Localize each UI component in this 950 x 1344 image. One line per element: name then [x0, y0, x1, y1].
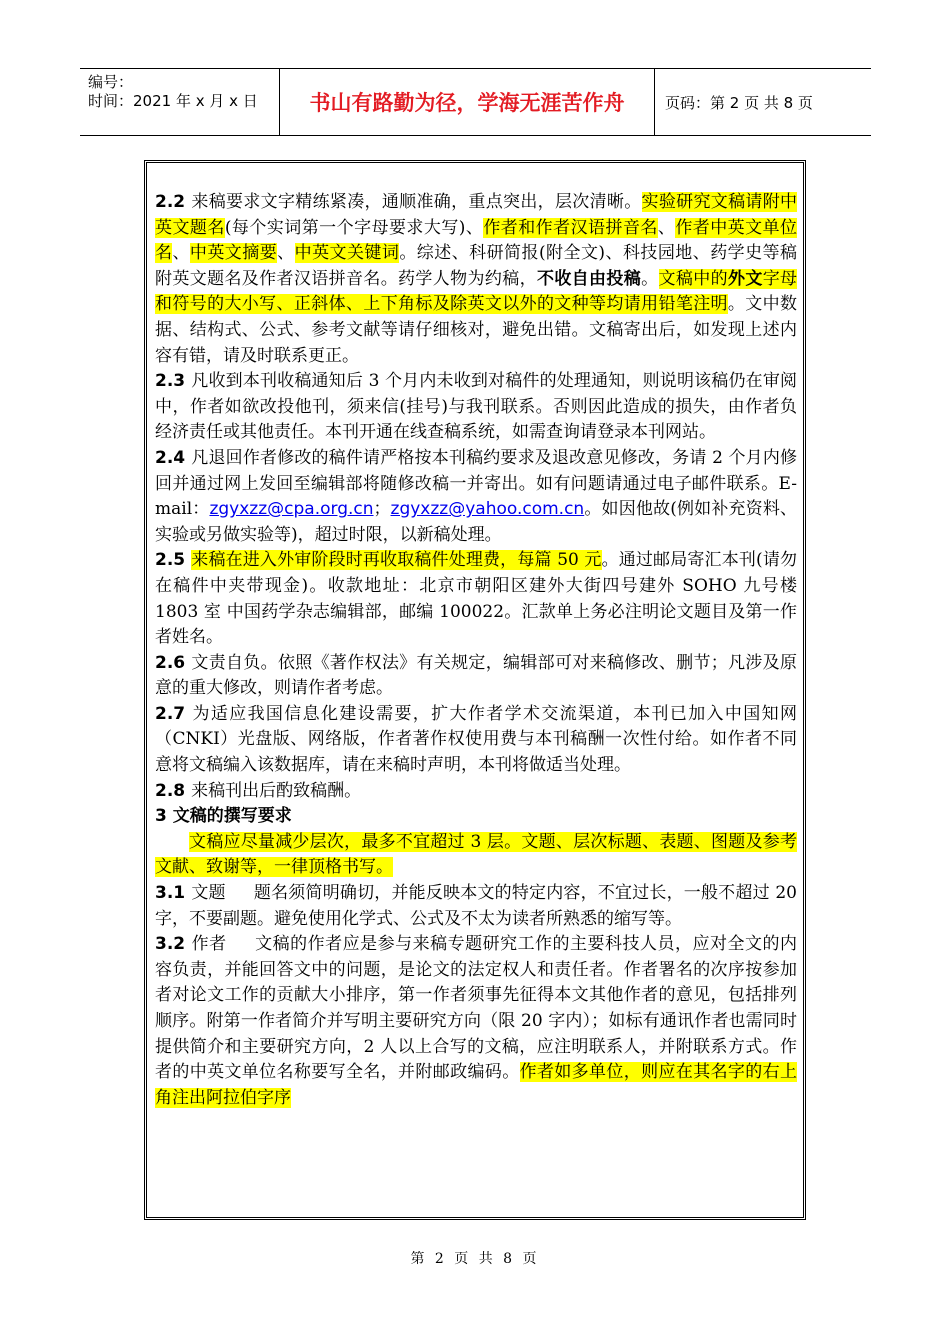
highlight: 中英文摘要: [189, 243, 278, 264]
header-page-number: 页码：第 2 页 共 8 页: [665, 93, 813, 112]
highlight: 文稿应尽量减少层次，最多不宜超过 3 层。文题、层次标题、表题、图题及参考文献、致谢等，一律顶格书写。: [155, 831, 797, 878]
subsection-label: 文题: [191, 883, 226, 904]
highlight: 中英文关键词: [294, 243, 400, 264]
highlight: 来稿在进入外审阶段时再收取稿件处理费，每篇 50 元: [191, 550, 602, 571]
header-motto: 书山有路勤为径，学海无涯苦作舟: [309, 91, 625, 115]
highlight-bold: 外文: [727, 268, 763, 289]
text: 为适应我国信息化建设需要，扩大作者学术交流渠道，本刊已加入中国知网（CNKI）光盘版、网络版，作者著作权使用费与本刊稿酬一次性付给。如作者不同意将文稿编入该数据库，请在来稿时声明，本刊将做适当处理。: [155, 703, 797, 776]
email-link-cpa[interactable]: zgyxzz@cpa.org.cn: [209, 499, 374, 520]
paragraph-2-2: [155, 190, 797, 369]
highlight: 作者如多单位，则应在其名字的右上角注出阿拉伯字序: [155, 1062, 798, 1108]
text: 、: [277, 243, 295, 264]
bold-text: 不收自由投稿: [536, 268, 642, 289]
text: 。综述、科研简报(附全文)、科技园地、药学史等稿附英文题名及作者汉语拼音名。药学人物为约稿，: [155, 243, 798, 289]
text: 凡收到本刊收稿通知后 3 个月内未收到对稿件的处理通知，则说明该稿仍在审阅中，作者如欲改投他刊，须来信(挂号)与我刊联系。否则因此造成的损失，由作者负经济责任或其他责任。本刊开通在线查稿系统，如需查询请登录本刊网站。: [155, 371, 797, 443]
section-number: 2.3: [155, 371, 186, 392]
doc-number-label: 编号：: [88, 73, 134, 91]
highlight: 作者和作者汉语拼音名: [483, 217, 658, 238]
section-number: 2.6: [155, 652, 186, 673]
paragraph-2-5: [155, 548, 797, 650]
highlight: 字母和符号的大小写、正斜体、上下角标及除英文以外的文种等均请用铅笔注明: [155, 268, 798, 315]
section-number: 3.1: [155, 883, 186, 904]
email-link-yahoo[interactable]: zgyxzz@yahoo.com.cn: [390, 499, 585, 520]
section-number: 2.7: [155, 703, 186, 724]
document-body: [155, 190, 797, 1111]
text: 、: [172, 243, 190, 264]
page-footer: 第 2 页 共 8 页: [410, 1251, 540, 1267]
paragraph-2-7: [155, 702, 797, 779]
subsection-label: 作者: [191, 934, 227, 955]
section-number: 3.2: [155, 934, 186, 955]
text: 。通过邮局寄汇本刊(请勿在稿件中夹带现金)。收款地址：北京市朝阳区建外大街四号建外 SOHO 九号楼 1803 室 中国药学杂志编辑部，邮编 100022。汇款单上务必注明论文题目及第一作者姓名。: [155, 550, 797, 648]
text: 文责自负。依照《著作权法》有关规定，编辑部可对来稿修改、删节；凡涉及原意的重大修改，则请作者考虑。: [155, 652, 797, 699]
doc-date-label: 时间：2021 年 x 月 x 日: [88, 92, 258, 110]
text: 、: [657, 217, 676, 238]
text: 。如因他故(例如补充资料、实验或另做实验等)，超过时限，以新稿处理。: [155, 499, 797, 545]
section-3-intro: [155, 830, 797, 881]
paragraph-2-8: [155, 779, 797, 805]
section-number: 2.2: [155, 192, 186, 212]
paragraph-3-1: [155, 881, 797, 932]
text: 文稿的作者应是参与来稿专题研究工作的主要科技人员，应对全文的内容负责，并能回答文中的问题，是论文的法定权人和责任者。作者署名的次序按参加者对论文工作的贡献大小排序，第一作者须事先征得本文其他作者的意见，包括排列顺序。附第一作者简介并写明主要研究方向（限 20 字内）；如标有通讯作者也需同时提供简介和主要研究方向，2 人以上合写的文稿，应注明联系人，并附联系方式。作者的中英文单位名称要写全名，并附邮政编码。: [155, 934, 798, 1083]
highlight: 实验研究文稿请附中英文题名: [155, 192, 798, 238]
paragraph-2-3: [155, 369, 797, 446]
paragraph-2-4: [155, 446, 797, 548]
text: 凡退回作者修改的稿件请严格按本刊稿约要求及退改意见修改，务请 2 个月内修回并通过网上发回至编辑部将随修改稿一并寄出。如有问题请通过电子邮件联系。E-mail：: [155, 447, 797, 520]
text: ；: [373, 499, 391, 520]
paragraph-3-2: [155, 932, 797, 1111]
text: 来稿刊出后酌致稿酬。: [191, 780, 362, 801]
header-motto-cell: [280, 69, 655, 135]
text: 来稿要求文字精练紧凑，通顺准确，重点突出，层次清晰。: [191, 192, 642, 212]
paragraph-2-6: [155, 651, 797, 702]
text: 。文中数据、结构式、公式、参考文献等请仔细核对，避免出错。文稿寄出后，如发现上述内容有错，请及时联系更正。: [155, 294, 798, 366]
text: 题名须简明确切，并能反映本文的特定内容，不宜过长，一般不超过 20 字，不要副题。避免使用化学式、公式及不太为读者所熟悉的缩写等。: [155, 883, 797, 929]
text: 。: [641, 268, 659, 289]
section-number: 2.5: [155, 550, 186, 571]
section-3-heading: 3 文稿的撰写要求: [155, 806, 292, 827]
highlight: 作者中英文单位名: [155, 217, 798, 264]
page-header: [80, 68, 871, 136]
header-meta: [80, 69, 280, 135]
section-number: 2.4: [155, 447, 186, 468]
section-number: 2.8: [155, 780, 186, 801]
highlight: 文稿中的: [658, 268, 728, 289]
text: (每个实词第一个字母要求大写)、: [224, 217, 484, 238]
